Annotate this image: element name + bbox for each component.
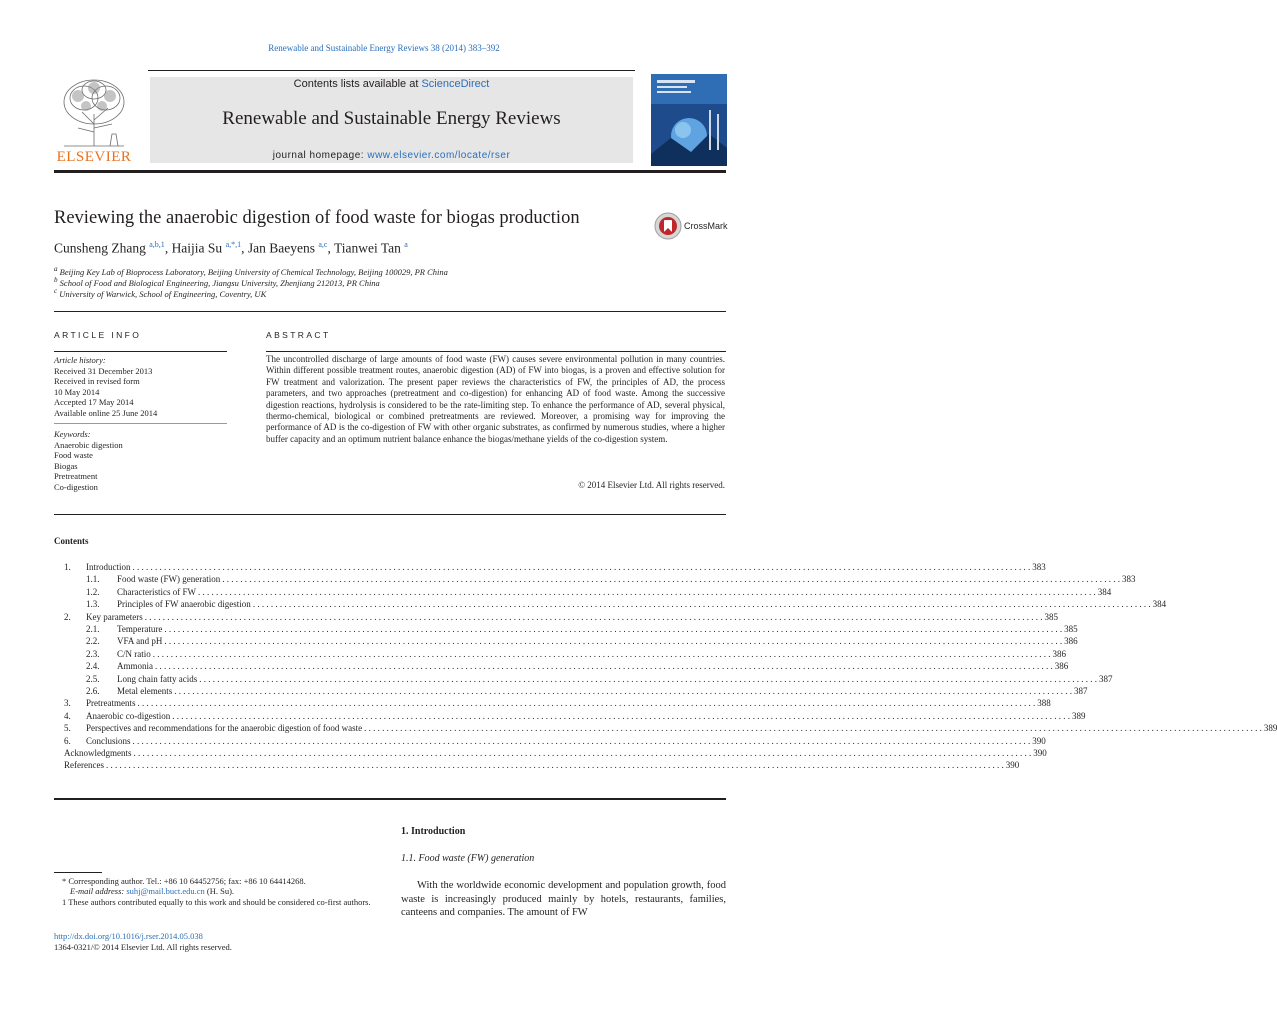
toc-entry-number: 2.4. (86, 661, 100, 672)
footnotes (54, 876, 379, 907)
affiliations-divider (54, 311, 726, 312)
toc-entry-label: Acknowledgments (64, 748, 132, 758)
author-affiliation-marks: a,b,1 (149, 240, 165, 249)
affiliation-mark: b (54, 276, 58, 284)
author-affiliation-marks: a,c (318, 240, 328, 249)
toc-entry[interactable] (64, 698, 1051, 710)
toc-entry-number: 2.1. (86, 624, 100, 634)
toc-entry[interactable] (64, 760, 1020, 772)
contents-availability (150, 78, 633, 90)
article-info-rule (54, 351, 227, 352)
section-heading: 1. Introduction (401, 826, 466, 837)
toc-entry[interactable] (86, 599, 1167, 611)
journal-cover-thumbnail (651, 74, 727, 166)
history-entry: Available online 25 June 2014 (54, 407, 158, 418)
toc-entry[interactable] (86, 636, 1078, 648)
abstract-rule (266, 351, 726, 352)
toc-entry-label: Ammonia (117, 661, 153, 672)
elsevier-logo (54, 76, 134, 166)
toc-entry[interactable] (64, 723, 1277, 735)
toc-entry-label: Introduction (86, 562, 131, 572)
article-history-label: Article history: (54, 355, 106, 365)
toc-entry-number: 1.1. (86, 574, 100, 585)
journal-homepage (150, 150, 633, 161)
toc-entry-label: Principles of FW anaerobic digestion (117, 599, 251, 610)
toc-entry[interactable] (86, 648, 1066, 661)
toc-entry[interactable] (86, 661, 1069, 673)
keyword: Anaerobic digestion (54, 439, 123, 450)
toc-entry-number: 2. (64, 611, 71, 622)
author-name[interactable]: Haijia Su (171, 240, 223, 256)
author-affiliation-marks: a (404, 240, 408, 249)
email-label: E-mail address: (70, 886, 127, 897)
corresponding-author-note: * Corresponding author. Tel.: +86 10 64452756; fax: +86 10 64414268. (62, 876, 306, 886)
footnote-rule (54, 872, 102, 873)
toc-entry-page: 389 (1071, 710, 1086, 721)
toc-dot-leader: . . . . . . . . . . . . . . . . . . . . . . . . . . . . . . . . . . . . . . . . . . . . . . . . . . . . . . . . . . . . . . . . . . . . . . . . . . . . . . . . . . . . . . . . . . . . . . . . . . . . . . . . . . . . . . . . . . . . . . . . . . . . . . . . . . . . . . . . . . . . . . . . . . . . . . . . . . . . . . . . . . . . . . . . . . . . . . . . . . . . . . . . . . . . . . . . . . . . . . . . (132, 562, 1031, 572)
toc-entry-label: Perspectives and recommendations for the anaerobic digestion of food waste (86, 723, 363, 734)
keywords-label: Keywords: (54, 429, 91, 439)
equal-contribution-note: 1 These authors contributed equally to this work and should be considered co-first authors. (62, 896, 371, 907)
homepage-prefix: journal homepage: (272, 150, 368, 161)
toc-entry[interactable] (64, 710, 1086, 723)
toc-entry-number: 1. (64, 562, 71, 572)
toc-entry-page: 385 (1044, 611, 1058, 622)
email-note (54, 886, 379, 896)
affiliation (54, 287, 266, 299)
toc-entry-label: Key parameters (86, 611, 143, 622)
journal-cover-image (651, 74, 727, 166)
toc-entry-number: 1.2. (86, 586, 100, 597)
abstract-text: The uncontrolled discharge of large amounts of food waste (FW) causes severe environmental pollution in many countries. Within different possible treatment routes, anaerobic digestion (AD) of FW into biogas, is a proven and effective solution for FW treatment and valorization. The present paper reviews the characteristics of FW, the principles of AD, the process parameters, and two approaches (pretreatment and co-digestion) for enhancing AD of food waste. Among the successive digestion reactions, hydrolysis is considered to be the rate-limiting step. To enhance the performance of AD, several physical, thermo-chemical, biological or combined pretreatments are reviewed. Moreover, a promising way for improving the performance of AD is the co-digestion of FW with other organic substrates, as confirmed by numerous studies, where a higher buffer capacity and an optimum nutrient balance enhance the biogas/methane yields of the co-digestion system. (266, 354, 725, 444)
affiliation-mark: a (54, 265, 58, 273)
body-paragraph: With the worldwide economic development and population growth, food waste is increasingly produced mainly by hotels, restaurants, families, canteens and companies. The amount of FW (401, 880, 726, 919)
toc-entry[interactable] (86, 686, 1088, 698)
toc-dot-leader: . . . . . . . . . . . . . . . . . . . . . . . . . . . . . . . . . . . . . . . . . . . . . . . . . . . . . . . . . . . . . . . . . . . . . . . . . . . . . . . . . . . . . . . . . . . . . . . . . . . . . . . . . . . . . . . . . . . . . . . . . . . . . . . . . . . . . . . . . . . . . . . . . . . . . . . . . . . . . . . . . . . . . . . . . . . . . . . . . . . . . . . . . . . . . . . . . . . . . . . . (174, 686, 1072, 696)
toc-entry[interactable] (64, 611, 1058, 624)
keyword: Co-digestion (54, 481, 98, 492)
toc-entry-page: 386 (1064, 636, 1078, 647)
toc-entry[interactable] (64, 735, 1046, 748)
history-entry: Received in revised form (54, 376, 140, 386)
toc-entry-page: 383 (1032, 562, 1046, 572)
author-name[interactable]: Cunsheng Zhang (54, 240, 146, 256)
keywords (54, 429, 229, 492)
toc-entry-page: 390 (1033, 748, 1047, 758)
toc-entry[interactable] (86, 673, 1113, 686)
email-link[interactable]: suhj@mail.buct.edu.cn (126, 886, 205, 897)
toc-entry-label: Long chain fatty acids (117, 673, 198, 684)
keyword: Food waste (54, 450, 93, 460)
toc-entry-label: Temperature (117, 624, 163, 634)
toc-entry-label: VFA and pH (117, 636, 163, 647)
toc-entry-label: References (64, 760, 104, 771)
elsevier-wordmark: ELSEVIER (56, 149, 132, 165)
toc-entry[interactable] (86, 624, 1078, 636)
journal-title: Renewable and Sustainable Energy Reviews (222, 108, 561, 129)
toc-entry-label: C/N ratio (117, 648, 151, 659)
toc-entry-page: 389 (1263, 723, 1277, 734)
crossmark-label: CrossMark (684, 221, 728, 231)
toc-dot-leader: . . . . . . . . . . . . . . . . . . . . . . . . . . . . . . . . . . . . . . . . . . . . . . . . . . . . . . . . . . . . . . . . . . . . . . . . . . . . . . . . . . . . . . . . . . . . . . . . . . . . . . . . . . . . . . . . . . . . . . . . . . . . . . . . . . . . . . . . . . . . . . . . . . . . . . . . . . . . . . . . . . . . . . . . . . . . . . . . . . . . . . . . . . . . . . . . . . . . . . . . (199, 673, 1097, 684)
subsection-heading: 1.1. Food waste (FW) generation (401, 853, 535, 864)
doi-block (54, 931, 232, 952)
toc-dot-leader: . . . . . . . . . . . . . . . . . . . . . . . . . . . . . . . . . . . . . . . . . . . . . . . . . . . . . . . . . . . . . . . . . . . . . . . . . . . . . . . . . . . . . . . . . . . . . . . . . . . . . . . . . . . . . . . . . . . . . . . . . . . . . . . . . . . . . . . . . . . . . . . . . . . . . . . . . . . . . . . . . . . . . . . . . . . . . . . . . . . . . . . . . . . . . . . . . . . . . . . . (105, 760, 1004, 771)
abstract-heading: ABSTRACT (266, 330, 331, 340)
toc-entry-page: 387 (1098, 673, 1113, 684)
toc-dot-leader: . . . . . . . . . . . . . . . . . . . . . . . . . . . . . . . . . . . . . . . . . . . . . . . . . . . . . . . . . . . . . . . . . . . . . . . . . . . . . . . . . . . . . . . . . . . . . . . . . . . . . . . . . . . . . . . . . . . . . . . . . . . . . . . . . . . . . . . . . . . . . . . . . . . . . . . . . . . . . . . . . . . . . . . . . . . . . . . . . . . . . . . . . . . . . . . . . . . . . . . . (137, 698, 1036, 709)
abstract-copyright: © 2014 Elsevier Ltd. All rights reserved. (578, 480, 725, 490)
keywords-rule (54, 423, 227, 424)
toc-entry-page: 387 (1073, 686, 1088, 696)
toc-entry-number: 5. (64, 723, 71, 734)
toc-entry-page: 384 (1152, 599, 1167, 610)
toc-entry-page: 384 (1097, 586, 1112, 597)
toc-dot-leader: . . . . . . . . . . . . . . . . . . . . . . . . . . . . . . . . . . . . . . . . . . . . . . . . . . . . . . . . . . . . . . . . . . . . . . . . . . . . . . . . . . . . . . . . . . . . . . . . . . . . . . . . . . . . . . . . . . . . . . . . . . . . . . . . . . . . . . . . . . . . . . . . . . . . . . . . . . . . . . . . . . . . . . . . . . . . . . . . . . . . . . . . . . . . . . . . . . . . . . . . (144, 611, 1043, 622)
journal-masthead (150, 77, 633, 163)
toc-entry-number: 4. (64, 710, 71, 721)
toc-entry[interactable] (64, 562, 1046, 574)
affiliation-text: Beijing Key Lab of Bioprocess Laboratory, Beijing University of Chemical Technology, Beijing 100029, PR China (59, 266, 448, 277)
toc-dot-leader: . . . . . . . . . . . . . . . . . . . . . . . . . . . . . . . . . . . . . . . . . . . . . . . . . . . . . . . . . . . . . . . . . . . . . . . . . . . . . . . . . . . . . . . . . . . . . . . . . . . . . . . . . . . . . . . . . . . . . . . . . . . . . . . . . . . . . . . . . . . . . . . . . . . . . . . . . . . . . . . . . . . . . . . . . . . . . . . . . . . . . . . . . . . . . . . . . . . . . . . . (164, 636, 1063, 647)
elsevier-tree-icon (54, 76, 134, 148)
crossmark-badge[interactable] (654, 210, 728, 242)
author-name[interactable]: Tianwei Tan (333, 240, 401, 256)
toc-entry-page: 386 (1054, 661, 1069, 672)
toc-entry-number: 3. (64, 698, 71, 709)
homepage-link[interactable]: www.elsevier.com/locate/rser (367, 150, 511, 161)
abstract-divider (54, 514, 726, 515)
history-entry: 10 May 2014 (54, 386, 100, 397)
toc-entry-number: 2.2. (86, 636, 100, 647)
affiliation-text: University of Warwick, School of Engineering, Coventry, UK (59, 288, 267, 299)
toc-entry-label: Conclusions (86, 735, 131, 746)
toc-entry-number: 1.3. (86, 599, 100, 610)
author-list: Cunsheng Zhang $^{a,b,1}$, Haijia Su $^{a,*,1}$, Jan Baeyens $^{a,c}$, Tianwei Tan $^a$ (54, 240, 408, 256)
keyword: Pretreatment (54, 471, 98, 481)
toc-entry[interactable] (86, 586, 1112, 599)
toc-entry-number: 6. (64, 735, 71, 746)
toc-entry-page: 385 (1064, 624, 1078, 634)
toc-dot-leader: . . . . . . . . . . . . . . . . . . . . . . . . . . . . . . . . . . . . . . . . . . . . . . . . . . . . . . . . . . . . . . . . . . . . . . . . . . . . . . . . . . . . . . . . . . . . . . . . . . . . . . . . . . . . . . . . . . . . . . . . . . . . . . . . . . . . . . . . . . . . . . . . . . . . . . . . . . . . . . . . . . . . . . . . . . . . . . . . . . . . . . . . . . . . . . . . . . . . . . . . (172, 710, 1070, 721)
toc-entry-label: Pretreatments (86, 698, 136, 709)
toc-dot-leader: . . . . . . . . . . . . . . . . . . . . . . . . . . . . . . . . . . . . . . . . . . . . . . . . . . . . . . . . . . . . . . . . . . . . . . . . . . . . . . . . . . . . . . . . . . . . . . . . . . . . . . . . . . . . . . . . . . . . . . . . . . . . . . . . . . . . . . . . . . . . . . . . . . . . . . . . . . . . . . . . . . . . . . . . . . . . . . . . . . . . . . . . . . . . . . . . . . . . . . . . (152, 648, 1051, 659)
article-title: Reviewing the anaerobic digestion of food waste for biogas production (54, 208, 580, 228)
affiliation-mark: c (54, 287, 58, 295)
toc-dot-leader: . . . . . . . . . . . . . . . . . . . . . . . . . . . . . . . . . . . . . . . . . . . . . . . . . . . . . . . . . . . . . . . . . . . . . . . . . . . . . . . . . . . . . . . . . . . . . . . . . . . . . . . . . . . . . . . . . . . . . . . . . . . . . . . . . . . . . . . . . . . . . . . . . . . . . . . . . . . . . . . . . . . . . . . . . . . . . . . . . . . . . . . . . . . . . . . . . . . . . . . . (252, 599, 1151, 610)
toc-entry-page: 383 (1121, 574, 1136, 585)
article-info-heading: ARTICLE INFO (54, 330, 142, 340)
header-bottom-rule (54, 170, 726, 173)
toc-dot-leader: . . . . . . . . . . . . . . . . . . . . . . . . . . . . . . . . . . . . . . . . . . . . . . . . . . . . . . . . . . . . . . . . . . . . . . . . . . . . . . . . . . . . . . . . . . . . . . . . . . . . . . . . . . . . . . . . . . . . . . . . . . . . . . . . . . . . . . . . . . . . . . . . . . . . . . . . . . . . . . . . . . . . . . . . . . . . . . . . . . . . . . . . . . . . . . . . . . . . . . . . (364, 723, 1262, 734)
toc-dot-leader: . . . . . . . . . . . . . . . . . . . . . . . . . . . . . . . . . . . . . . . . . . . . . . . . . . . . . . . . . . . . . . . . . . . . . . . . . . . . . . . . . . . . . . . . . . . . . . . . . . . . . . . . . . . . . . . . . . . . . . . . . . . . . . . . . . . . . . . . . . . . . . . . . . . . . . . . . . . . . . . . . . . . . . . . . . . . . . . . . . . . . . . . . . . . . . . . . . . . . . . . (197, 586, 1096, 597)
article-history (54, 355, 229, 418)
crossmark-icon (654, 210, 682, 242)
contents-divider (54, 798, 726, 800)
issn-line: 1364-0321/© 2014 Elsevier Ltd. All rights reserved. (54, 941, 232, 952)
history-entry: Received 31 December 2013 (54, 365, 153, 376)
journal-citation[interactable]: Renewable and Sustainable Energy Reviews 38 (2014) 383–392 (268, 43, 500, 53)
contents-prefix: Contents lists available at (293, 78, 422, 90)
toc-dot-leader: . . . . . . . . . . . . . . . . . . . . . . . . . . . . . . . . . . . . . . . . . . . . . . . . . . . . . . . . . . . . . . . . . . . . . . . . . . . . . . . . . . . . . . . . . . . . . . . . . . . . . . . . . . . . . . . . . . . . . . . . . . . . . . . . . . . . . . . . . . . . . . . . . . . . . . . . . . . . . . . . . . . . . . . . . . . . . . . . . . . . . . . . . . . . . . . . . . . . . . . . (164, 624, 1063, 634)
toc-entry[interactable] (64, 748, 1047, 760)
toc-dot-leader: . . . . . . . . . . . . . . . . . . . . . . . . . . . . . . . . . . . . . . . . . . . . . . . . . . . . . . . . . . . . . . . . . . . . . . . . . . . . . . . . . . . . . . . . . . . . . . . . . . . . . . . . . . . . . . . . . . . . . . . . . . . . . . . . . . . . . . . . . . . . . . . . . . . . . . . . . . . . . . . . . . . . . . . . . . . . . . . . . . . . . . . . . . . . . . . . . . . . . . . . (133, 748, 1032, 758)
toc-entry-label: Anaerobic co-digestion (86, 710, 171, 721)
toc-entry-number: 2.6. (86, 686, 100, 696)
toc-entry-label: Characteristics of FW (117, 586, 196, 597)
keyword: Biogas (54, 460, 78, 471)
history-entry: Accepted 17 May 2014 (54, 397, 134, 407)
toc-entry-page: 390 (1032, 735, 1046, 746)
toc-entry-label: Metal elements (117, 686, 173, 696)
toc-dot-leader: . . . . . . . . . . . . . . . . . . . . . . . . . . . . . . . . . . . . . . . . . . . . . . . . . . . . . . . . . . . . . . . . . . . . . . . . . . . . . . . . . . . . . . . . . . . . . . . . . . . . . . . . . . . . . . . . . . . . . . . . . . . . . . . . . . . . . . . . . . . . . . . . . . . . . . . . . . . . . . . . . . . . . . . . . . . . . . . . . . . . . . . . . . . . . . . . . . . . . . . . (155, 661, 1053, 672)
toc-entry-page: 388 (1037, 698, 1051, 709)
toc-entry-number: 2.3. (86, 648, 100, 659)
author-affiliation-marks: a,*,1 (225, 240, 242, 249)
doi-link[interactable]: http://dx.doi.org/10.1016/j.rser.2014.05.038 (54, 931, 203, 941)
affiliation-text: School of Food and Biological Engineering, Jiangsu University, Zhenjiang 212013, PR China (59, 277, 380, 288)
contents-title: Contents (54, 536, 89, 546)
toc-entry-page: 390 (1005, 760, 1020, 771)
toc-entry[interactable] (86, 574, 1136, 586)
toc-entry-page: 386 (1052, 648, 1066, 659)
author-name[interactable]: Jan Baeyens (247, 240, 315, 256)
toc-entry-label: Food waste (FW) generation (117, 574, 221, 585)
email-suffix: (H. Su). (204, 886, 235, 897)
toc-dot-leader: . . . . . . . . . . . . . . . . . . . . . . . . . . . . . . . . . . . . . . . . . . . . . . . . . . . . . . . . . . . . . . . . . . . . . . . . . . . . . . . . . . . . . . . . . . . . . . . . . . . . . . . . . . . . . . . . . . . . . . . . . . . . . . . . . . . . . . . . . . . . . . . . . . . . . . . . . . . . . . . . . . . . . . . . . . . . . . . . . . . . . . . . . . . . . . . . . . . . . . . . (222, 574, 1120, 585)
header-top-rule (148, 70, 635, 71)
toc-entry-number: 2.5. (86, 673, 100, 684)
toc-dot-leader: . . . . . . . . . . . . . . . . . . . . . . . . . . . . . . . . . . . . . . . . . . . . . . . . . . . . . . . . . . . . . . . . . . . . . . . . . . . . . . . . . . . . . . . . . . . . . . . . . . . . . . . . . . . . . . . . . . . . . . . . . . . . . . . . . . . . . . . . . . . . . . . . . . . . . . . . . . . . . . . . . . . . . . . . . . . . . . . . . . . . . . . . . . . . . . . . . . . . . . . . (132, 735, 1031, 746)
sciencedirect-link[interactable]: ScienceDirect (421, 78, 490, 90)
